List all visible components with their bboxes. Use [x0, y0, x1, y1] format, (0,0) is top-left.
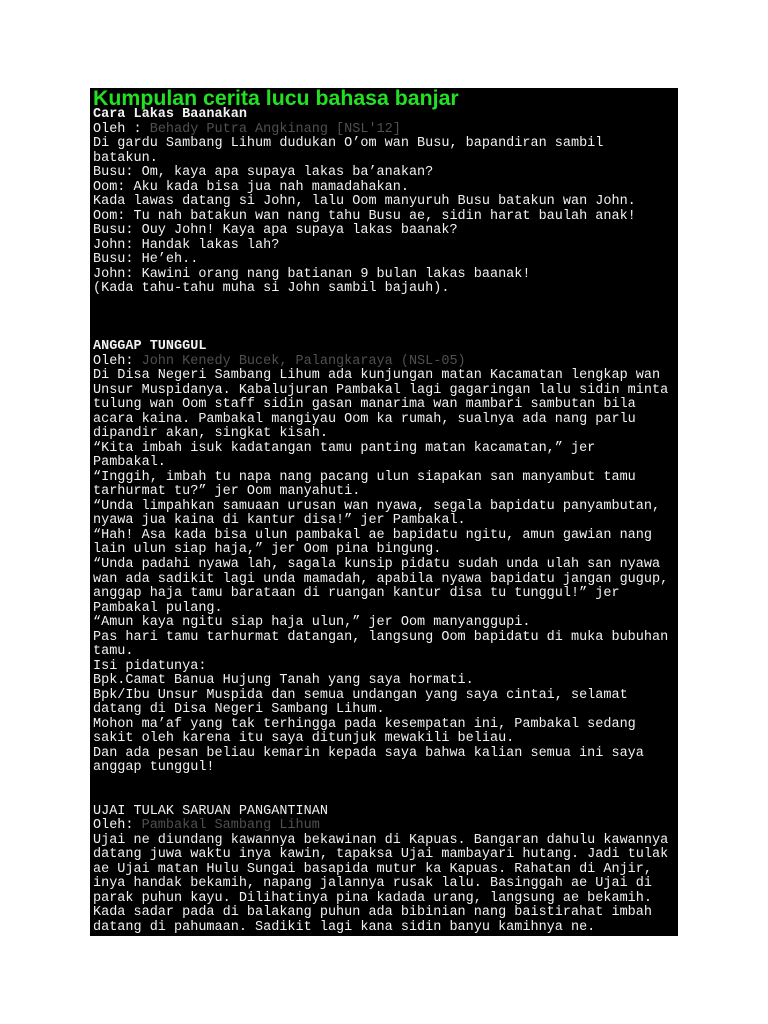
author-name: John Kenedy Bucek, Palangkaraya (NSL-05) — [141, 353, 466, 369]
story-body — [93, 834, 678, 936]
text-line: “Amun kaya ngitu siap haja ulun,” jer Oom manyanggupi. — [93, 615, 531, 631]
text-line: Kada sadar pada di balakang puhun ada bibinian nang baistirahat imbah — [93, 905, 652, 921]
text-line: Oom: Tu nah batakun wan nang tahu Busu ae, sidin harat baulah anak! — [93, 208, 636, 224]
text-line: Di gardu Sambang Lihum dudukan O’om wan Busu, bapandiran sambil — [93, 136, 604, 152]
text-line: “Inggih, imbah tu napa nang pacang ulun siapakan san manyambut tamu — [93, 469, 636, 485]
text-line: ae Ujai matan Hulu Sungai basapida mutur ka Kapuas. Rahatan di Anjir, — [93, 861, 652, 877]
text-line: tamu. — [93, 644, 134, 660]
story-body — [93, 137, 678, 297]
text-line: acara kaina. Pambakal mangiyau Oom ka rumah, sualnya ada nang parlu — [93, 411, 636, 427]
text-line: dipandir akan, singkat kisah. — [93, 426, 328, 442]
text-line: datang di pahumaan. Sadikit lagi kana sidin banyu kamihnya ne. — [93, 919, 596, 935]
author-label: Oleh : — [93, 121, 150, 137]
author-label: Oleh: — [93, 353, 142, 369]
text-line: Bpk/Ibu Unsur Muspida dan semua undangan yang saya cintai, selamat — [93, 687, 628, 703]
story-byline — [93, 123, 678, 138]
author-name: Pambakal Sambang Lihum — [141, 818, 320, 834]
story-body — [93, 369, 678, 775]
text-line: John: Kawini orang nang batianan 9 bulan lakas baanak! — [93, 266, 531, 282]
text-line: Pas hari tamu tarhurmat datangan, langsung Oom bapidatu di muka bubuhan — [93, 629, 669, 645]
text-line: Kada lawas datang si John, lalu Oom manyuruh Busu batakun wan John. — [93, 194, 636, 210]
text-line: tarhurmat tu?” jer Oom manyahuti. — [93, 484, 361, 500]
text-line: Bpk.Camat Banua Hujung Tanah yang saya hormati. — [93, 673, 474, 689]
text-line: Pambakal. — [93, 455, 166, 471]
text-line: “Unda padahi nyawa lah, sagala kunsip pidatu sudah unda ulah san nyawa — [93, 556, 661, 572]
story-title: UJAI TULAK SARUAN PANGANTINAN — [93, 803, 328, 819]
author-name: Behady Putra Angkinang [NSL'12] — [149, 121, 401, 137]
story-ujai-tulak-saruan-pangantinan — [90, 805, 678, 936]
content-panel — [90, 88, 678, 936]
document-title: Kumpulan cerita lucu bahasa banjar — [93, 88, 459, 110]
text-line: “Kita imbah isuk kadatangan tamu panting matan kacamatan,” jer — [93, 440, 596, 456]
story-byline — [93, 355, 678, 370]
text-line: tulung wan Oom staff sidin gasan manarima wan mambari sambutan bila — [93, 397, 636, 413]
text-line: Dan ada pesan beliau kemarin kepada saya bahwa kalian semua ini saya — [93, 745, 644, 761]
story-title: Cara Lakas Baanakan — [93, 107, 247, 122]
story-title: ANGGAP TUNGGUL — [93, 339, 207, 355]
text-line: anggap tunggul! — [93, 760, 215, 776]
text-line: Busu: Ouy John! Kaya apa supaya lakas baanak? — [93, 223, 458, 239]
text-line: (Kada tahu-tahu muha si John sambil bajauh). — [93, 281, 450, 297]
text-line: datang juwa waktu inya kawin, tapaksa Ujai mambayari hutang. Jadi tulak — [93, 847, 669, 863]
text-line: Busu: Om, kaya apa supaya lakas ba’anakan? — [93, 165, 434, 181]
text-line: John: Handak lakas lah? — [93, 237, 280, 253]
text-line: anggap haja tamu barataan di ruangan kantur disa tu tunggul!” jer — [93, 586, 620, 602]
author-label: Oleh: — [93, 818, 142, 834]
text-line: Mohon ma’af yang tak terhingga pada kesempatan ini, Pambakal sedang — [93, 716, 636, 732]
text-line: nyawa jua kaina di kantur disa!” jer Pambakal. — [93, 513, 466, 529]
text-line: lain ulun siap haja,” jer Oom pina bingung. — [93, 542, 442, 558]
text-line: inya handak bekamih, napang jalannya rusak lalu. Basinggah ae Ujai di — [93, 876, 652, 892]
text-line: wan ada sadikit lagi unda mamadah, apabila nyawa bapidatu jangan gugup, — [93, 571, 669, 587]
text-line: Unsur Muspidanya. Kabalujuran Pambakal lagi gagaringan lalu sidin minta — [93, 382, 669, 398]
text-line: Ujai ne diundang kawannya bekawinan di Kapuas. Bangaran dahulu kawannya — [93, 832, 669, 848]
text-line: “Unda limpahkan samuaan urusan wan nyawa, segala bapidatu panyambutan, — [93, 498, 661, 514]
story-cara-lakas-baanakan — [90, 108, 678, 297]
text-line: datang di Disa Negeri Sambang Lihum. — [93, 702, 385, 718]
text-line: Oom: Aku kada bisa jua nah mamadahakan. — [93, 179, 409, 195]
text-line: Isi pidatunya: — [93, 658, 207, 674]
text-line: Di Disa Negeri Sambang Lihum ada kunjungan matan Kacamatan lengkap wan — [93, 368, 661, 384]
text-line: parak puhun kayu. Dilihatinya pina kadada urang, langsung ae bekamih. — [93, 890, 652, 906]
story-byline — [93, 819, 678, 834]
text-line: batakun. — [93, 150, 158, 166]
text-line: “Hah! Asa kada bisa ulun pambakal ae bapidatu ngitu, amun gawian nang — [93, 527, 652, 543]
story-anggap-tunggul — [90, 340, 678, 775]
text-line: sakit oleh karena itu saya ditunjuk mewakili beliau. — [93, 731, 515, 747]
text-line: Busu: He’eh.. — [93, 252, 199, 268]
text-line: Pambakal pulang. — [93, 600, 223, 616]
